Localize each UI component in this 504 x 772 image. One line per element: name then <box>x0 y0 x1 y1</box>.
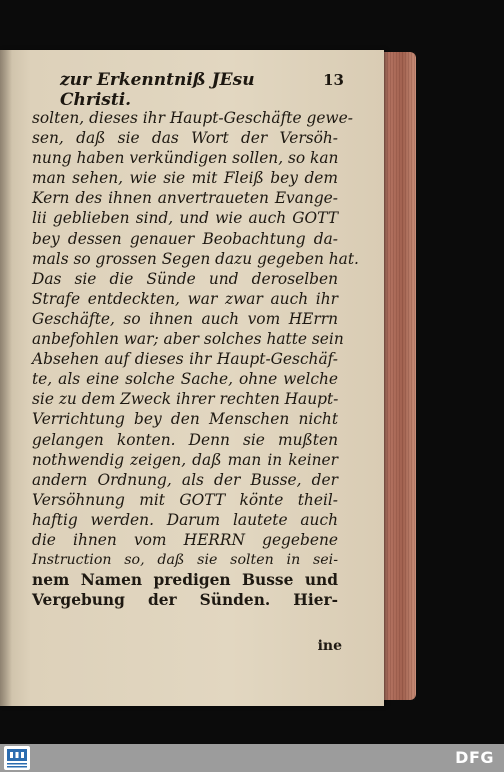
text-line: te, als eine solche Sache, ohne welche <box>32 370 338 389</box>
text-line: sen, daß sie das Wort der Versöh- <box>32 129 338 148</box>
text-line: haftig werden. Darum lautete auch <box>32 510 338 529</box>
text-line: nem Namen predigen Busse und <box>32 571 338 590</box>
text-line: Absehen auf dieses ihr Haupt-Geschäf- <box>32 350 338 369</box>
text-line: gelangen konten. Denn sie mußten <box>32 430 338 449</box>
dfg-logo[interactable]: DFG <box>455 748 494 767</box>
text-line: solten, dieses ihr Haupt-Geschäfte gewe- <box>32 109 353 127</box>
viewer-footer-bar <box>0 744 504 772</box>
page-number: 13 <box>323 71 344 89</box>
running-header <box>60 70 344 110</box>
text-line: Instruction so, daß sie solten in sei- <box>32 552 338 569</box>
book-page-spread <box>0 50 418 706</box>
library-logo-icon <box>6 748 28 768</box>
catchword: ine <box>317 638 342 654</box>
text-line: mals so grossen Segen dazu gegeben hat. <box>32 249 359 268</box>
text-line: Versöhnung mit GOTT könte theil- <box>32 490 338 509</box>
text-line: nung haben verkündigen sollen, so kan <box>32 149 339 168</box>
text-line: Strafe entdeckten, war zwar auch ihr <box>32 289 338 308</box>
text-line: Verrichtung bey den Menschen nicht <box>32 410 338 429</box>
text-line: Geschäfte, so ihnen auch vom HErrn <box>32 309 338 328</box>
running-title: zur Erkenntniß JEsu Christi. <box>60 70 255 110</box>
text-line: andern Ordnung, als der Busse, der <box>32 470 338 489</box>
text-line: Vergebung der Sünden. Hier- <box>32 591 338 610</box>
page-gutter-shadow <box>0 50 12 706</box>
text-line: nothwendig zeigen, daß man in keiner <box>32 450 338 469</box>
text-line: man sehen, wie sie mit Fleiß bey dem <box>32 169 338 188</box>
text-line: anbefohlen war; aber solches hatte sein <box>32 330 344 349</box>
text-line: lii geblieben sind, und wie auch GOTT <box>32 209 338 228</box>
text-line: Das sie die Sünde und deroselben <box>32 269 338 288</box>
text-line: bey dessen genauer Beobachtung da- <box>32 229 338 248</box>
text-line: die ihnen vom HERRN gegebene <box>32 530 338 549</box>
text-line: sie zu dem Zweck ihrer rechten Haupt- <box>32 390 339 409</box>
book-page <box>0 50 384 706</box>
body-text <box>32 108 359 610</box>
text-line: Kern des ihnen anvertraueten Evange- <box>32 189 338 208</box>
library-logo[interactable] <box>4 746 30 770</box>
